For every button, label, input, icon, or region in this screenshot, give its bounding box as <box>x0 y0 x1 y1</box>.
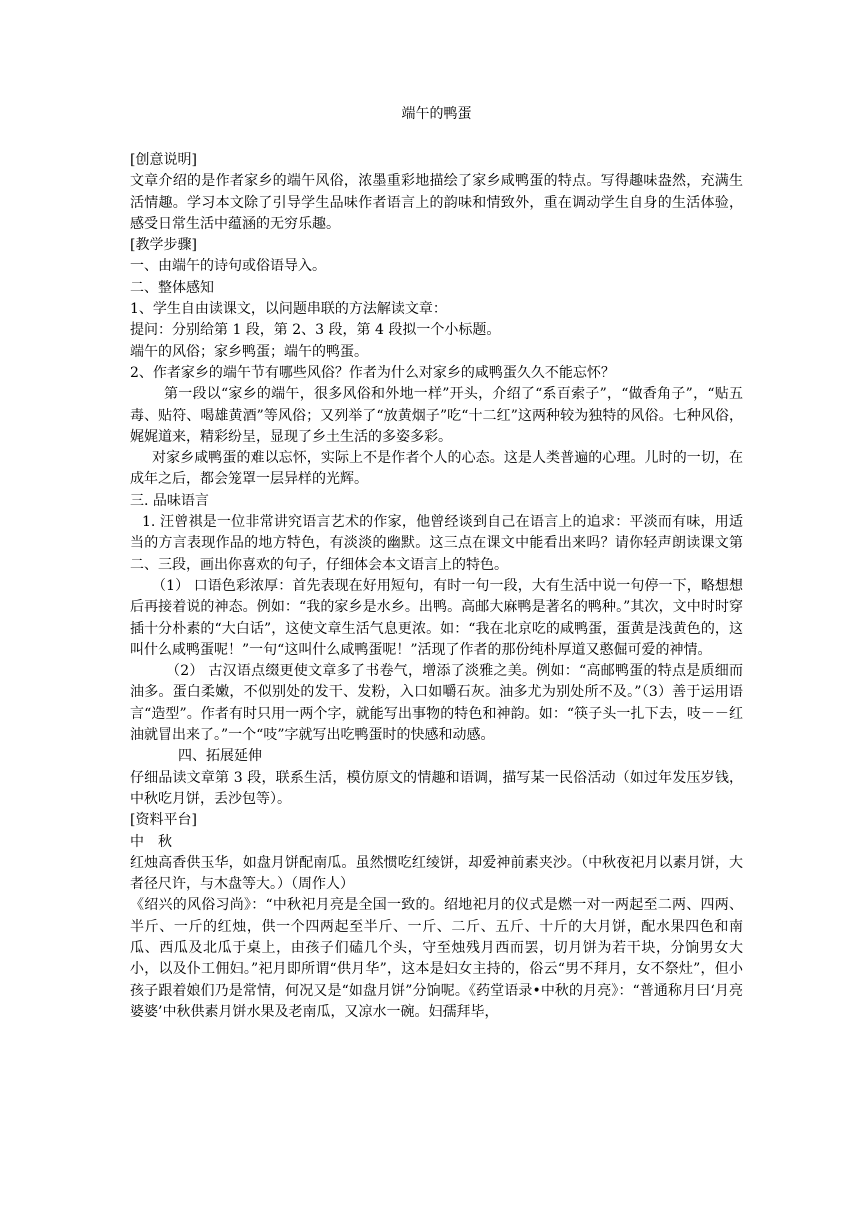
paragraph: 《绍兴的风俗习尚》：“中秋祀月亮是全国一致的。绍地祀月的仪式是燃一对一两起至二两、四两、半斤、一斤的红烛，供一个四两起至半斤、一斤、二斤、五斤、十斤的大月饼，配水果四色和南瓜、西瓜及北瓜于桌上，由孩子们磕几个头，守至烛残月西而罢，切月饼为若干块，分饷男女大小，以及仆工佣妇。”祀月即所谓“供月华”，这本是妇女主持的，俗云“男不拜月，女不祭灶”，但小孩子跟着娘们乃是常情，何况又是“如盘月饼”分饷呢。《药堂语录•中秋的月亮》：“普通称月曰‘月亮婆婆’中秋供素月饼水果及老南瓜，又凉水一碗。妇孺拜毕， <box>130 897 743 1020</box>
document-title: 端午的鸭蛋 <box>401 106 472 122</box>
paragraph: 二、整体感知 <box>130 279 214 296</box>
paragraph: 提问：分别给第 1 段，第 2、3 段，第 4 段拟一个小标题。 <box>130 322 501 339</box>
paragraph: 2、作者家乡的端午节有哪些风俗？作者为什么对家乡的咸鸭蛋久久不能忘怀？ <box>130 364 615 381</box>
paragraph: 端午的风俗；家乡鸭蛋；端午的鸭蛋。 <box>130 343 368 360</box>
paragraph: 中 秋 <box>130 833 172 850</box>
paragraph: 1. 汪曾祺是一位非常讲究语言艺术的作家，他曾经谈到自己在语言上的追求：平淡而有味，用适当的方言表现作品的地方特色，有淡淡的幽默。这三点在课文中能看出来吗？请你轻声朗读课文第二、三段，画出你喜欢的句子，仔细体会本文语言上的特色。 <box>130 514 743 573</box>
paragraph: 第一段以“家乡的端午，很多风俗和外地一样”开头，介绍了“系百索子”，“做香角子”，“贴五毒、贴符、喝雄黄酒”等风俗；又列举了“放黄烟子”吃“十二红”这两种较为独特的风俗。七种风俗，娓娓道来，精彩纷呈，显现了乡土生活的多姿多彩。 <box>130 386 743 445</box>
paragraph: [创意说明] <box>130 152 197 168</box>
paragraph: 1、学生自由读课文，以问题串联的方法解读文章： <box>130 301 447 318</box>
paragraph: 仔细品读文章第 3 段，联系生活，模仿原文的情趣和语调，描写某一民俗活动（如过年发压岁钱，中秋吃月饼，丢沙包等）。 <box>130 769 743 807</box>
paragraph: （1） 口语色彩浓厚：首先表现在好用短句，有时一句一段，大有生活中说一句停一下，略想想后再接着说的神态。例如：“我的家乡是水乡。出鸭。高邮大麻鸭是著名的鸭种。”其次，文中时时穿插十分朴素的“大白话”，这使文章生活气息更浓。如：“我在北京吃的咸鸭蛋，蛋黄是浅黄色的，这叫什么咸鸭蛋呢！”一句“这叫什么咸鸭蛋呢！”活现了作者的那份纯朴厚道又憨倔可爱的神情。 <box>130 577 743 658</box>
paragraph: 红烛高香供玉华，如盘月饼配南瓜。虽然惯吃红绫饼，却爱神前素夹沙。（中秋夜祀月以素月饼，大者径尺许，与木盘等大。）（周作人） <box>130 854 743 893</box>
paragraph: 对家乡咸鸭蛋的难以忘怀，实际上不是作者个人的心态。这是人类普遍的心理。儿时的一切，在成年之后，都会笼罩一层异样的光辉。 <box>130 450 743 488</box>
paragraph: 三. 品味语言 <box>130 492 209 509</box>
paragraph: [教学步骤] <box>130 237 197 254</box>
paragraph: 四、拓展延伸 <box>178 748 262 765</box>
document-body <box>130 150 743 1023</box>
paragraph: [资料平台] <box>130 812 197 829</box>
paragraph: 一、由端午的诗句或俗语导入。 <box>130 258 326 275</box>
paragraph: 文章介绍的是作者家乡的端午风俗，浓墨重彩地描绘了家乡咸鸭蛋的特点。写得趣味盎然，充满生活情趣。学习本文除了引导学生品味作者语言上的韵味和情致外，重在调动学生自身的生活体验，感受日常生活中蕴涵的无穷乐趣。 <box>130 173 743 232</box>
paragraph: （2） 古汉语点缀更使文章多了书卷气，增添了淡雅之美。例如：“高邮鸭蛋的特点是质细而油多。蛋白柔嫩，不似别处的发干、发粉，入口如嚼石灰。油多尤为别处所不及。”（3）善于运用语言“造型”。作者有时只用一两个字，就能写出事物的特色和神韵。如：“筷子头一扎下去，吱－－红油就冒出来了。”一个“吱”字就写出吃鸭蛋时的快感和动感。 <box>130 663 743 744</box>
